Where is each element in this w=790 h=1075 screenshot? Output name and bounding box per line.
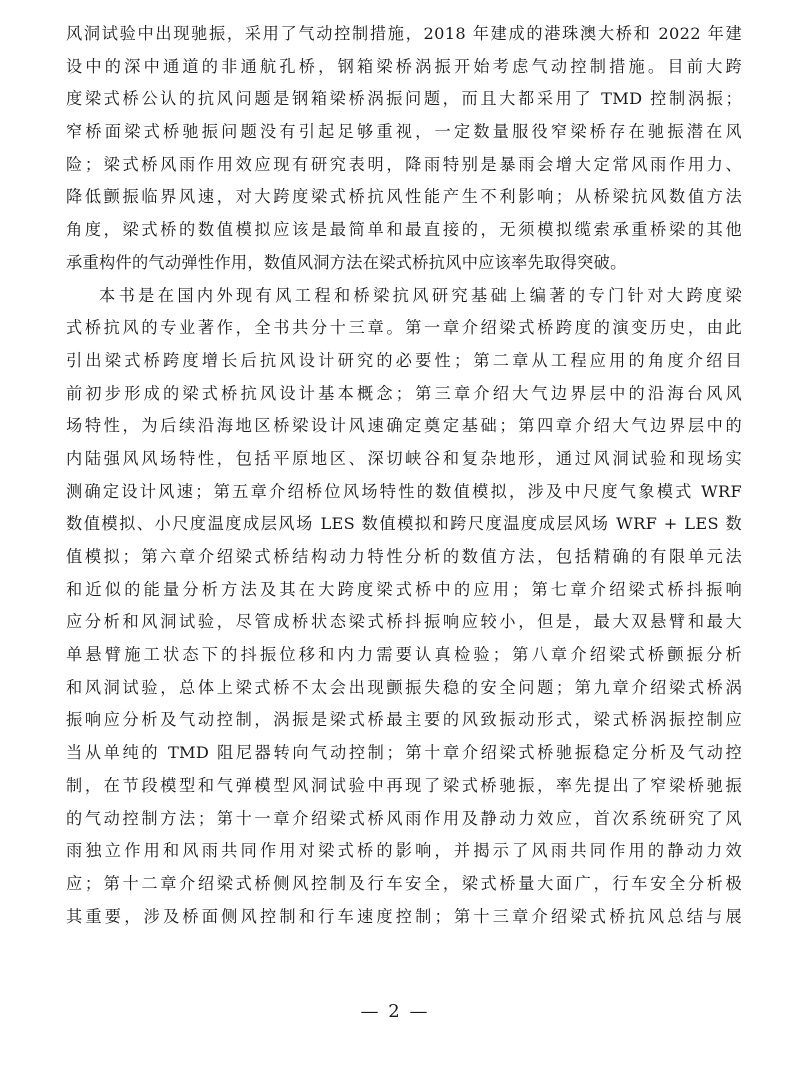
text-line: 引出梁式桥跨度增长后抗风设计研究的必要性；第二章从工程应用的角度介绍目 bbox=[66, 350, 742, 370]
paragraph-first-line: 本书是在国内外现有风工程和桥梁抗风研究基础上编著的专门针对大跨度梁 bbox=[99, 285, 742, 305]
text-line: 度梁式桥公认的抗风问题是钢箱梁桥涡振问题，而且大都采用了 TMD 控制涡振； bbox=[66, 89, 742, 109]
text-line: 值模拟；第六章介绍梁式桥结构动力特性分析的数值方法，包括精确的有限单元法 bbox=[66, 547, 742, 566]
text-line: 雨独立作用和风雨共同作用对梁式桥的影响，并揭示了风雨共同作用的静动力效 bbox=[66, 841, 742, 861]
text-line: 险；梁式桥风雨作用效应现有研究表明，降雨特别是暴雨会增大定常风雨作用力、 bbox=[66, 154, 742, 174]
text-line: 单悬臂施工状态下的抖振位移和内力需要认真检验；第八章介绍梁式桥颤振分析 bbox=[66, 645, 742, 665]
text-line: 和风洞试验，总体上梁式桥不太会出现颤振失稳的安全问题；第九章介绍梁式桥涡 bbox=[66, 677, 742, 697]
text-line: 数值模拟、小尺度温度成层风场 LES 数值模拟和跨尺度温度成层风场 WRF + LES 数 bbox=[66, 514, 742, 534]
text-line: 振响应分析及气动控制，涡振是梁式桥最主要的风致振动形式，梁式桥涡振控制应 bbox=[66, 710, 742, 730]
text-line: 内陆强风风场特性，包括平原地区、深切峡谷和复杂地形，通过风洞试验和现场实 bbox=[66, 448, 742, 468]
text-line: 承重构件的气动弹性作用，数值风洞方法在梁式桥抗风中应该率先取得突破。 bbox=[66, 252, 627, 272]
text-line: 和近似的能量分析方法及其在大跨度梁式桥中的应用；第七章介绍梁式桥抖振响 bbox=[66, 579, 742, 599]
text-line: 设中的深中通道的非通航孔桥，钢箱梁桥涡振开始考虑气动控制措施。目前大跨 bbox=[66, 56, 742, 76]
text-line: 场特性，为后续沿海地区桥梁设计风速确定奠定基础；第四章介绍大气边界层中的 bbox=[66, 416, 742, 436]
text-line: 式桥抗风的专业著作，全书共分十三章。第一章介绍梁式桥跨度的演变历史，由此 bbox=[66, 318, 742, 338]
text-line: 降低颤振临界风速，对大跨度梁式桥抗风性能产生不利影响；从桥梁抗风数值方法 bbox=[66, 187, 742, 207]
text-line: 制，在节段模型和气弹模型风洞试验中再现了梁式桥驰振，率先提出了窄梁桥驰振 bbox=[66, 775, 742, 795]
text-line: 角度，梁式桥的数值模拟应该是最简单和最直接的，无须模拟缆索承重桥梁的其他 bbox=[66, 220, 742, 240]
text-line: 的气动控制方法；第十一章介绍梁式桥风雨作用及静动力效应，首次系统研究了风 bbox=[66, 808, 742, 828]
text-line: 窄桥面梁式桥驰振问题没有引起足够重视，一定数量服役窄梁桥存在驰振潜在风 bbox=[66, 122, 742, 142]
text-line: 其重要，涉及桥面侧风控制和行车速度控制；第十三章介绍梁式桥抗风总结与展 bbox=[66, 906, 742, 926]
body-text bbox=[66, 18, 742, 933]
text-line: 前初步形成的梁式桥抗风设计基本概念；第三章介绍大气边界层中的沿海台风风 bbox=[66, 383, 742, 403]
text-line: 风洞试验中出现驰振，采用了气动控制措施，2018 年建成的港珠澳大桥和 2022 年建 bbox=[66, 24, 742, 43]
text-line: 应；第十二章介绍梁式桥侧风控制及行车安全，梁式桥量大面广，行车安全分析极 bbox=[66, 873, 742, 893]
text-line: 当从单纯的 TMD 阻尼器转向气动控制；第十章介绍梁式桥驰振稳定分析及气动控 bbox=[66, 743, 742, 763]
text-line: 应分析和风洞试验，尽管成桥状态梁式桥抖振响应较小，但是，最大双悬臂和最大 bbox=[66, 612, 742, 632]
text-line: 测确定设计风速；第五章介绍桥位风场特性的数值模拟，涉及中尺度气象模式 WRF bbox=[66, 481, 742, 501]
page-number: — 2 — bbox=[360, 1001, 430, 1022]
